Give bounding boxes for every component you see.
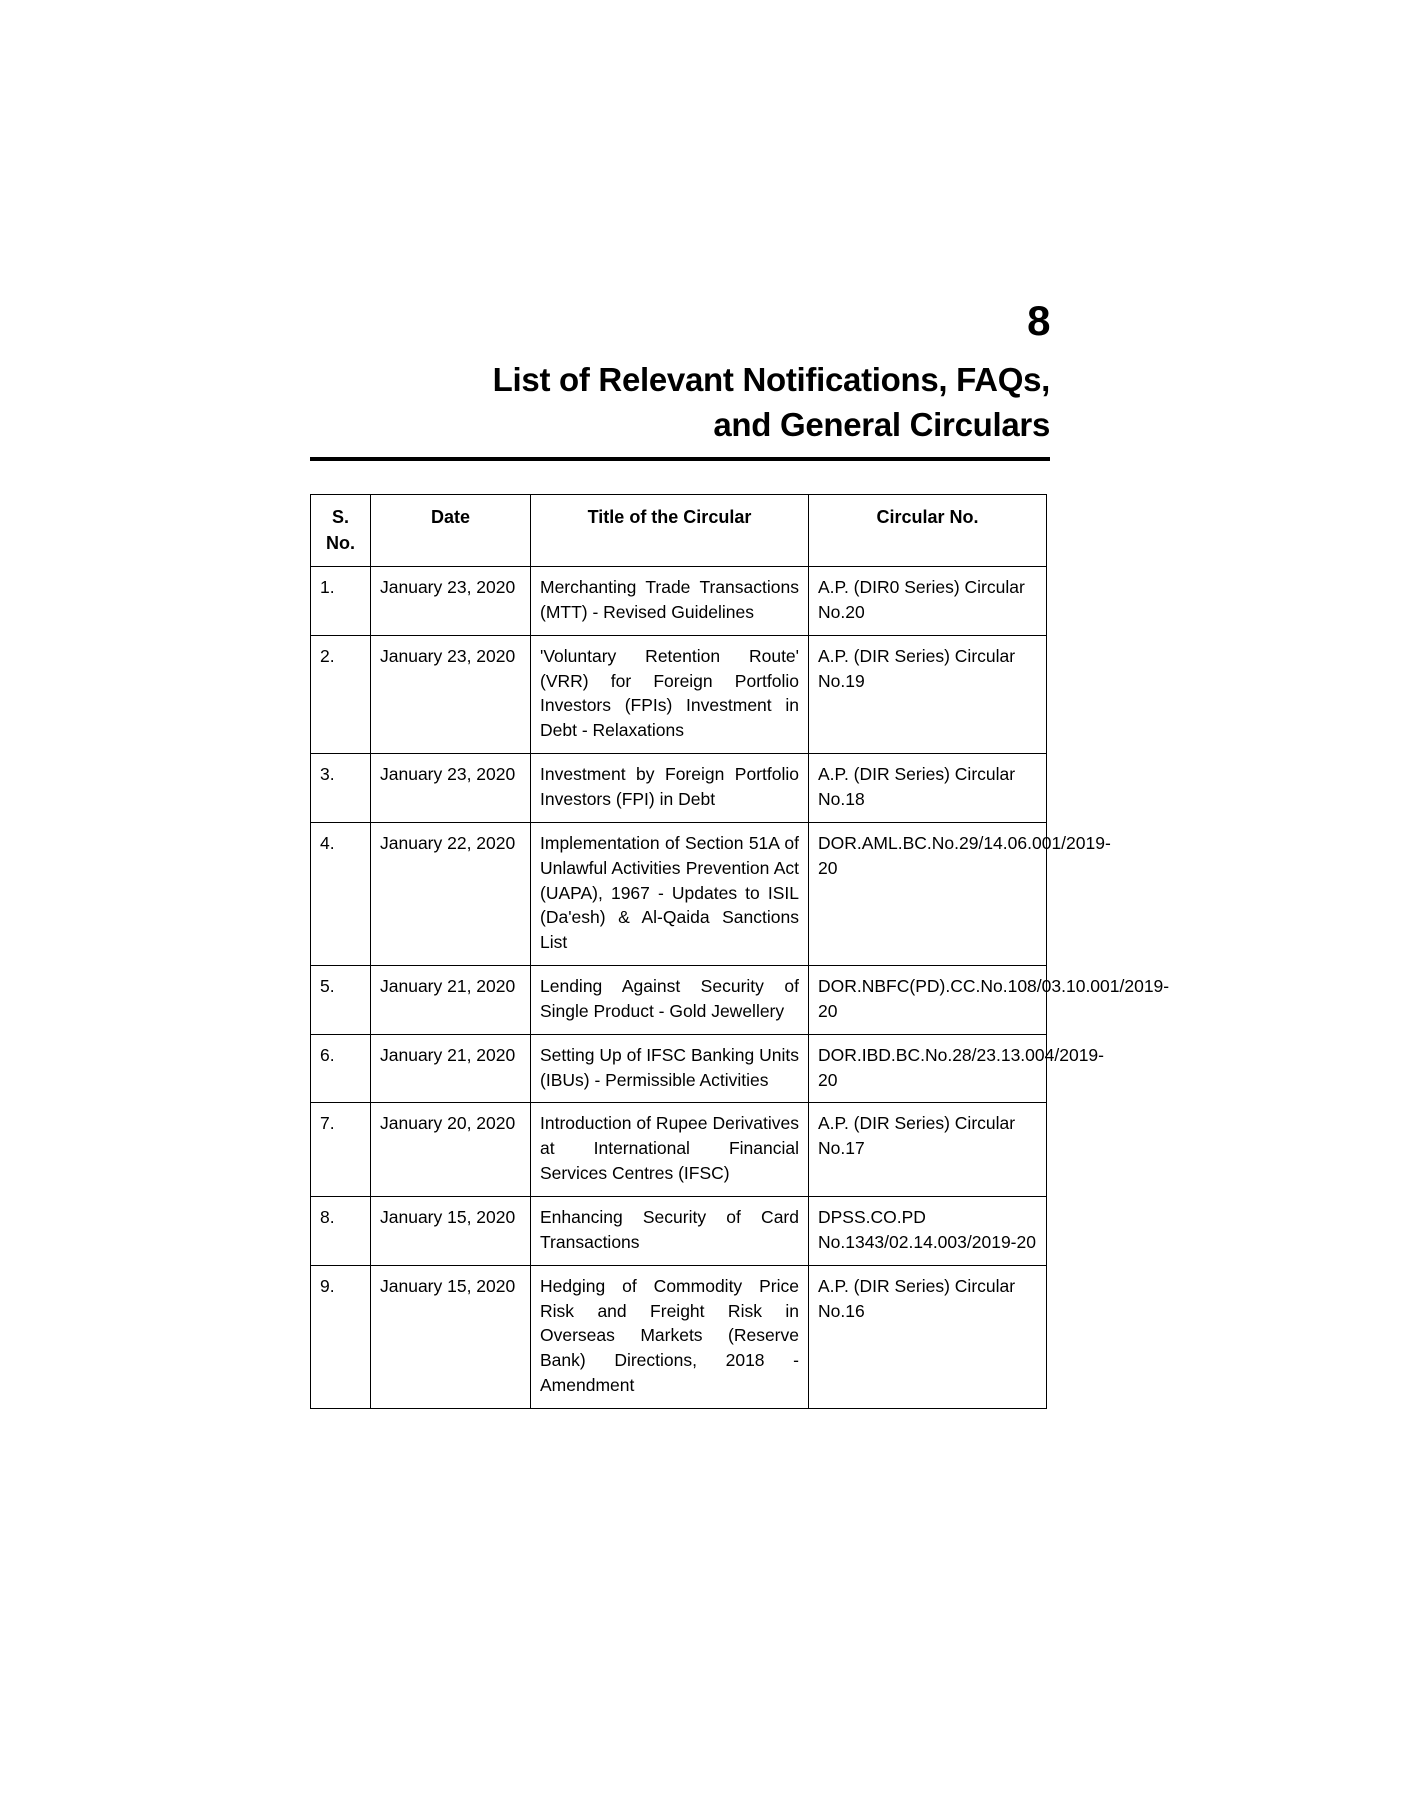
cell-date: January 20, 2020	[371, 1103, 531, 1197]
cell-circular-no: A.P. (DIR Series) Circular No.19	[809, 635, 1047, 753]
cell-sno: 1.	[311, 567, 371, 636]
cell-date: January 21, 2020	[371, 1034, 531, 1103]
table-row	[311, 754, 1047, 823]
cell-date: January 15, 2020	[371, 1265, 531, 1408]
column-header-sno-line2: No.	[326, 532, 355, 553]
cell-date: January 15, 2020	[371, 1196, 531, 1265]
table-row	[311, 1265, 1047, 1408]
table-row	[311, 1196, 1047, 1265]
table-row	[311, 966, 1047, 1035]
page-title	[310, 358, 1050, 447]
cell-circular-no: A.P. (DIR Series) Circular No.18	[809, 754, 1047, 823]
chapter-header	[310, 297, 1050, 461]
cell-title: Investment by Foreign Portfolio Investors (FPI) in Debt	[531, 754, 809, 823]
table-row	[311, 1103, 1047, 1197]
cell-title: Introduction of Rupee Derivatives at International Financial Services Centres (IFSC)	[531, 1103, 809, 1197]
table-row	[311, 822, 1047, 965]
cell-sno: 3.	[311, 754, 371, 823]
cell-sno: 5.	[311, 966, 371, 1035]
cell-title: Enhancing Security of Card Transactions	[531, 1196, 809, 1265]
cell-date: January 23, 2020	[371, 754, 531, 823]
cell-date: January 21, 2020	[371, 966, 531, 1035]
cell-date: January 23, 2020	[371, 635, 531, 753]
cell-date: January 22, 2020	[371, 822, 531, 965]
table-row	[311, 1034, 1047, 1103]
column-header-sno	[311, 495, 371, 567]
cell-sno: 2.	[311, 635, 371, 753]
page-title-line-1: List of Relevant Notifications, FAQs,	[492, 361, 1050, 398]
column-header-title: Title of the Circular	[531, 495, 809, 567]
cell-title: 'Voluntary Retention Route' (VRR) for Foreign Portfolio Investors (FPIs) Investment in Debt - Relaxations	[531, 635, 809, 753]
chapter-number: 8	[1027, 297, 1050, 344]
title-divider	[310, 457, 1050, 461]
cell-circular-no: DOR.NBFC(PD).CC.No.108/03.10.001/2019-20	[809, 966, 1047, 1035]
cell-circular-no: DOR.AML.BC.No.29/14.06.001/2019-20	[809, 822, 1047, 965]
cell-title: Hedging of Commodity Price Risk and Freight Risk in Overseas Markets (Reserve Bank) Directions, 2018 - Amendment	[531, 1265, 809, 1408]
column-header-sno-line1: S.	[331, 507, 349, 527]
table-header-row	[311, 495, 1047, 567]
cell-title: Lending Against Security of Single Product - Gold Jewellery	[531, 966, 809, 1035]
cell-sno: 8.	[311, 1196, 371, 1265]
cell-sno: 4.	[311, 822, 371, 965]
column-header-date: Date	[371, 495, 531, 567]
cell-title: Setting Up of IFSC Banking Units (IBUs) - Permissible Activities	[531, 1034, 809, 1103]
cell-circular-no: DPSS.CO.PD No.1343/02.14.003/2019-20	[809, 1196, 1047, 1265]
cell-date: January 23, 2020	[371, 567, 531, 636]
cell-sno: 9.	[311, 1265, 371, 1408]
page-title-line-2: and General Circulars	[713, 405, 1050, 443]
cell-circular-no: A.P. (DIR Series) Circular No.16	[809, 1265, 1047, 1408]
cell-title: Implementation of Section 51A of Unlawful Activities Prevention Act (UAPA), 1967 - Updates to ISIL (Da'esh) & Al-Qaida Sanctions List	[531, 822, 809, 965]
circulars-table	[310, 494, 1170, 1409]
cell-circular-no: A.P. (DIR Series) Circular No.17	[809, 1103, 1047, 1197]
table-row	[311, 567, 1047, 636]
cell-circular-no: A.P. (DIR0 Series) Circular No.20	[809, 567, 1047, 636]
column-header-circular-no: Circular No.	[809, 495, 1047, 567]
cell-title: Merchanting Trade Transactions (MTT) - Revised Guidelines	[531, 567, 809, 636]
cell-sno: 6.	[311, 1034, 371, 1103]
cell-circular-no: DOR.IBD.BC.No.28/23.13.004/2019-20	[809, 1034, 1047, 1103]
cell-sno: 7.	[311, 1103, 371, 1197]
table-row	[311, 635, 1047, 753]
